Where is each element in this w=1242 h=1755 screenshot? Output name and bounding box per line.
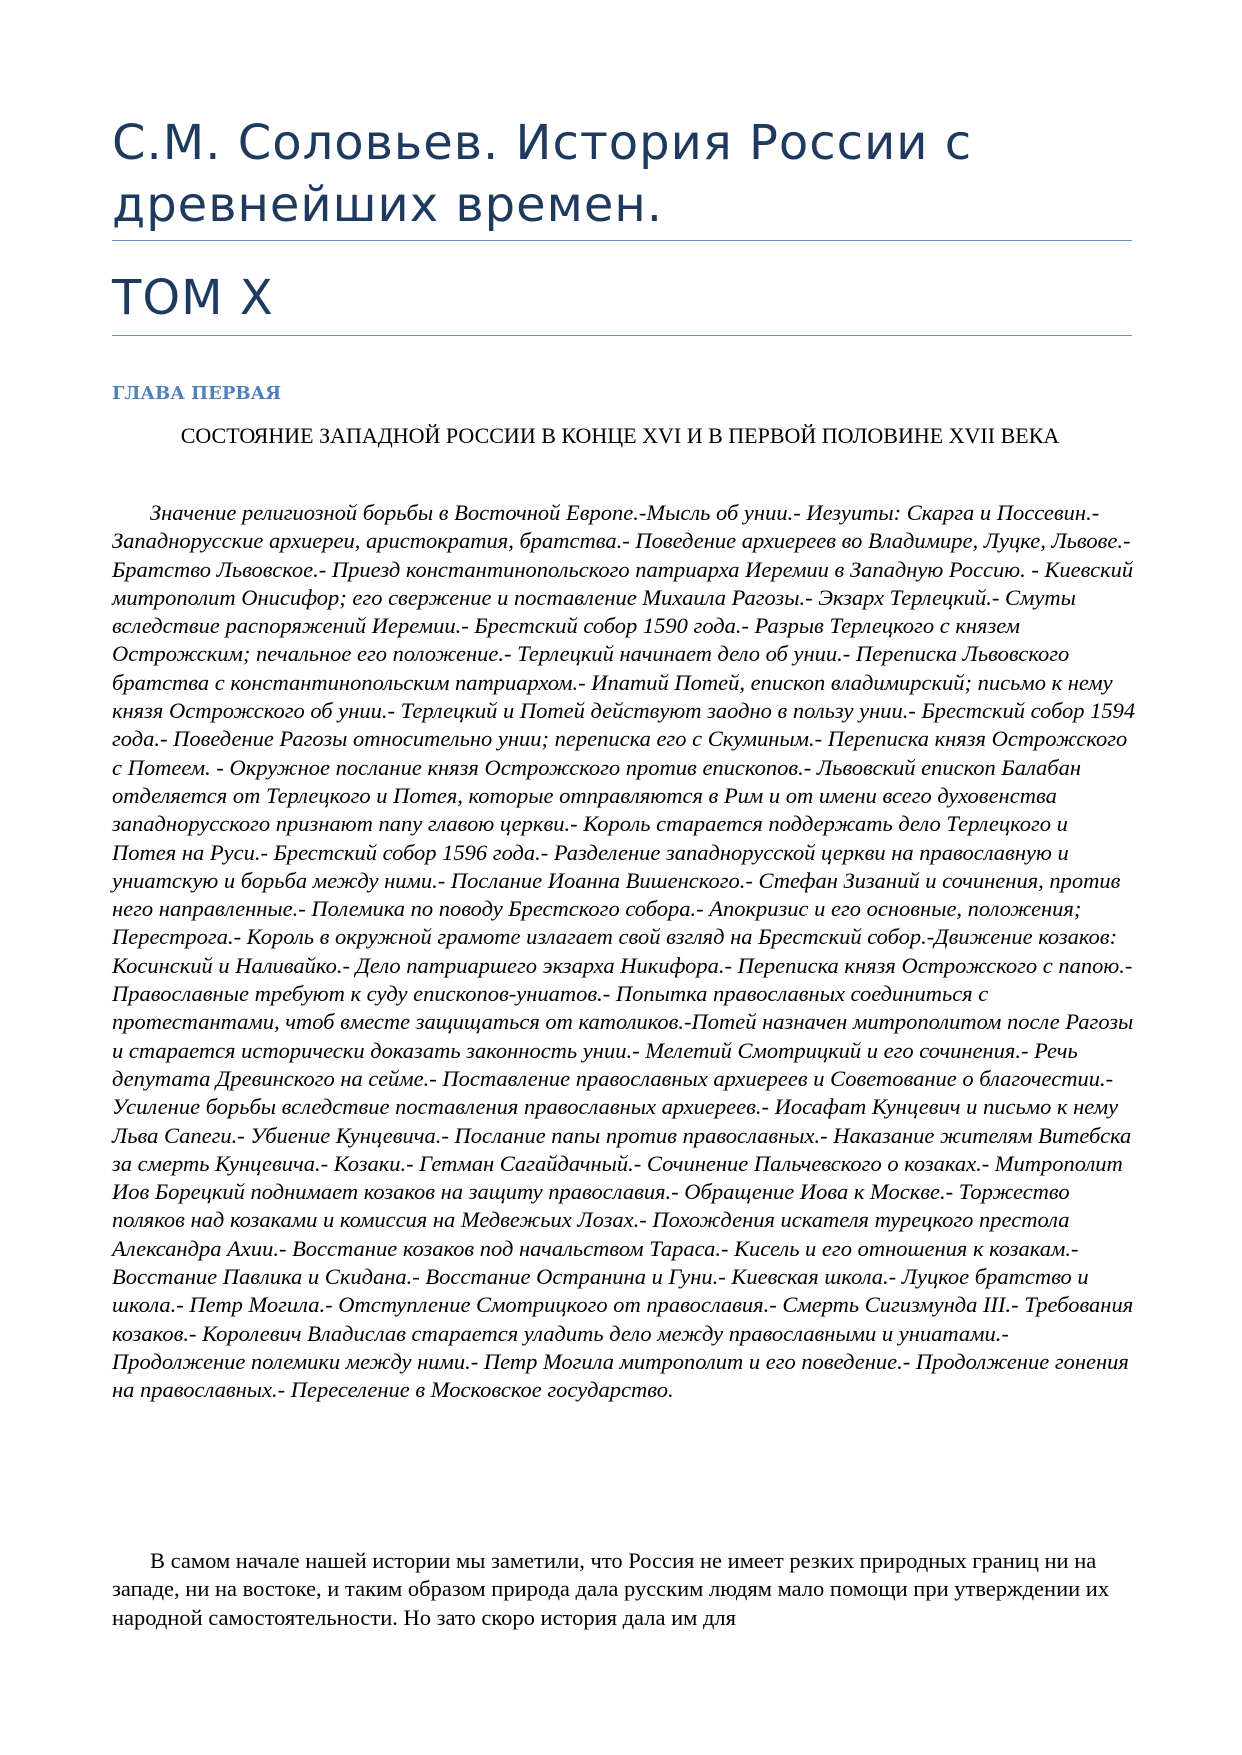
volume-title: ТОМ Х — [112, 270, 274, 326]
body-paragraph: В самом начале нашей истории мы заметили, что Россия не имеет резких природных границ ни на западе, ни на востоке, и таким образом природа дала русским людям мало помощи при утверждении их народной самостоятельности. Но зато скоро история дала им для — [112, 1548, 1110, 1630]
chapter-summary: Значение религиозной борьбы в Восточной Европе.-Мысль об унии.- Иезуиты: Скарга и Поссевин.- Западнорусские архиереи, аристократия, братства.- Поведение архиереев во Владимире, Луцке, Львове.- Братство Львовское.- Приезд константинопольского патриарха Иеремии в Западную Россию. - Киевский митрополит Онисифор; его свержение и поставление Михаила Рагозы.- Экзарх Терлецкий.- Смуты вследствие распоряжений Иеремии.- Брестский собор 1590 года.- Разрыв Терлецкого с князем Острожским; печальное его положение.- Терлецкий начинает дело об унии.- Переписка Львовского братства с константинопольским патриархом.- Ипатий Потей, епископ владимирский; письмо к нему князя Острожского об унии.- Терлецкий и Потей действуют заодно в пользу унии.- Брестский собор 1594 года.- Поведение Рагозы относительно унии; переписка его с Скуминым.- Переписка князя Острожского с Потеем. - Окружное послание князя Острожского против епископов.- Львовский епископ Балабан отделяется от Терлецкого и Потея, которые отправляются в Рим и от имени всего духовенства западнорусского признают папу главою церкви.- Король старается поддержать дело Терлецкого и Потея на Руси.- Брестский собор 1596 года.- Разделение западнорусской церкви на православную и униатскую и борьба между ними.- Послание Иоанна Вишенского.- Стефан Зизаний и сочинения, против него направленные.- Полемика по поводу Брестского собора.- Апокризис и его основные, положения; Перестрога.- Король в окружной грамоте излагает свой взгляд на Брестский собор.-Движение козаков: Косинский и Наливайко.- Дело патриаршего экзарха Никифора.- Переписка князя Острожского с папою.- Православные требуют к суду епископов-униатов.- Попытка православных соединиться с протестантами, чтоб вместе защищаться от католиков.-Потей назначен митрополитом после Рагозы и старается исторически доказать законность унии.- Мелетий Смотрицкий и его сочинения.- Речь депутата Древинского на сейме.- Поставление православных архиереев и Советование о благочестии.- Усиление борьбы вследствие поставления православных архиереев.- Иосафат Кунцевич и письмо к нему Льва Сапеги.- Убиение Кунцевича.- Послание папы против православных.- Наказание жителям Витебска за смерть Кунцевича.- Козаки.- Гетман Сагайдачный.- Сочинение Пальчевского о козаках.- Митрополит Иов Борецкий поднимает козаков на защиту православия.- Обращение Иова к Москве.- Торжество поляков над козаками и комиссия на Медвежьих Лозах.- Похождения искателя турецкого престола Александра Ахии.- Восстание козаков под начальством Тараса.- Кисель и его отношения к козакам.- Восстание Павлика и Скидана.- Восстание Остранина и Гуни.- Киевская школа.- Луцкое братство и школа.- Петр Могила.- Отступление Смотрицкого от православия.- Смерть Сигизмунда III.- Требования козаков.- Королевич Владислав старается уладить дело между православными и униатами.- Продолжение полемики между ними.- Петр Могила митрополит и его поведение.- Продолжение гонения на православных.- Переселение в Московское государство. — [112, 500, 1136, 1403]
volume-divider — [112, 335, 1132, 336]
book-title: С.М. Соловьев. История России с древнейших времен. — [112, 115, 973, 233]
title-divider — [112, 240, 1132, 241]
chapter-label: ГЛАВА ПЕРВАЯ — [112, 383, 282, 404]
chapter-heading: СОСТОЯНИЕ ЗАПАДНОЙ РОССИИ В КОНЦЕ XVI И В ПЕРВОЙ ПОЛОВИНЕ XVII ВЕКА — [180, 423, 1060, 448]
title-block — [112, 112, 1132, 236]
